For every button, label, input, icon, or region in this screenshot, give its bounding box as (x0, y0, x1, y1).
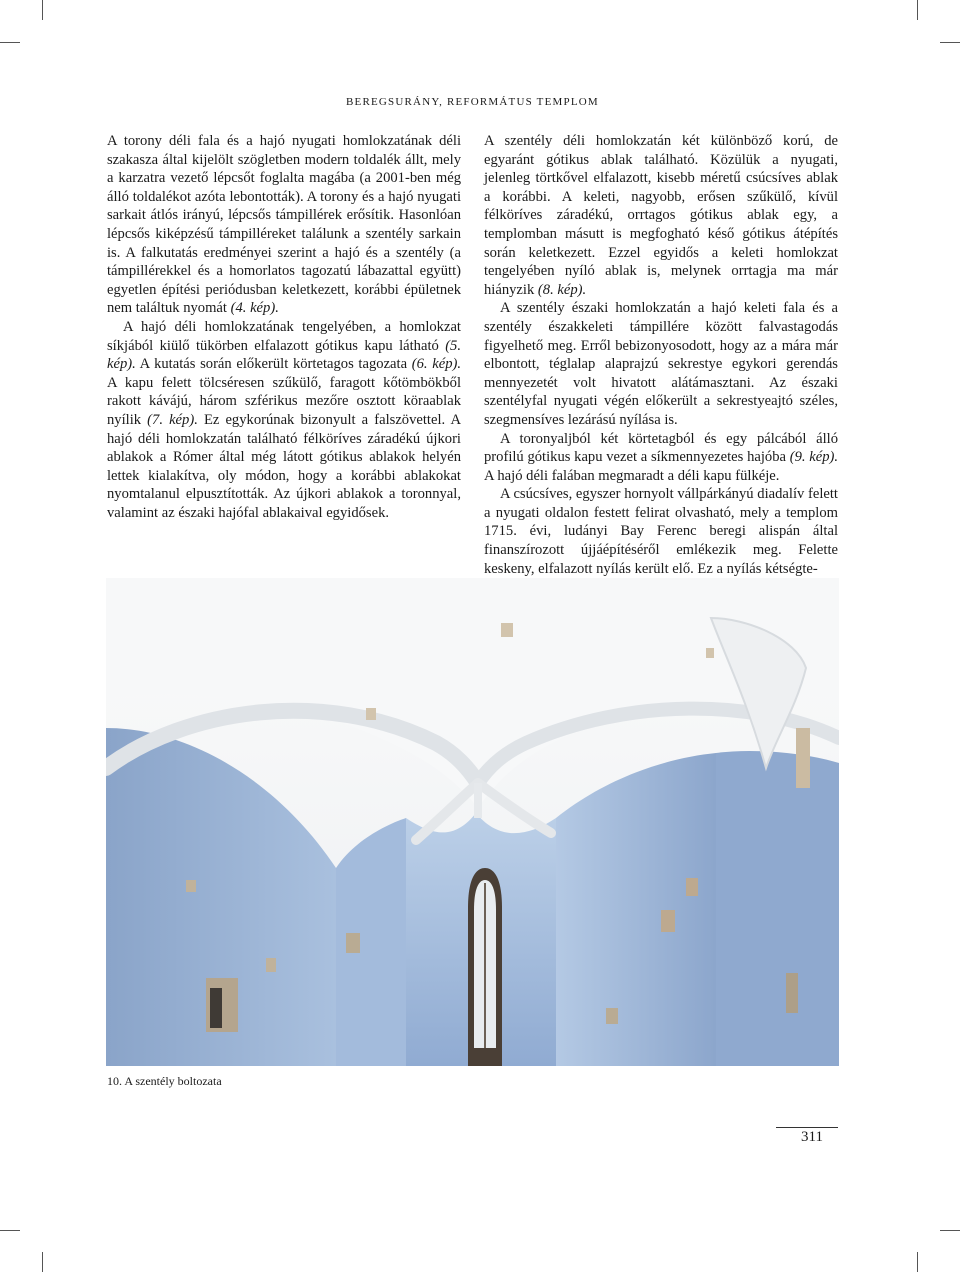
figure-caption: 10. A szentély boltozata (107, 1074, 222, 1088)
paragraph (484, 485, 838, 578)
crop-mark (42, 0, 43, 20)
crop-mark (940, 1230, 960, 1231)
vault-photo (106, 578, 839, 1066)
paragraph (484, 430, 838, 486)
page-number-rule (776, 1127, 838, 1128)
text-run: A szentély északi homlokzatán a hajó keleti fala és a szentély északkeleti támpillére között falvastagodás figyelhető meg. Erről bebizonyosodott, hogy az a mára már elbontott, téglalap alaprajzú sekrestye egykori gerendás mennyezetét volt hivatott alátámasztani. Az északi szentélyfal nyugati végén előkerült a sekrestyeajtó széles, szegmensíves lezárású nyílása is. (484, 300, 838, 428)
text-run: A szentély déli homlokzatán két különböző korú, de egyaránt gótikus ablak található. Közülük a nyugati, jelenleg törtkővel elfalazott, kisebb méretű csúcsíves ablak a korábbi. A keleti, nagyobb, erősen szűkülő, kívül félköríves záradékú, orrtagos gótikus ablak egy, a templomban másutt is megfogható késő gótikus átépítés során keletkezett. Ezzel egyidős a keleti homlokzat tengelyében nyíló ablak is, melynek orrtagja ma már hiányzik (484, 133, 838, 298)
right-column (484, 132, 838, 578)
crop-mark (917, 1252, 918, 1272)
crop-mark (940, 42, 960, 43)
vault-illustration (106, 578, 839, 1066)
crop-mark (0, 1230, 20, 1231)
figure-reference: (4. kép). (230, 300, 279, 317)
text-run: A toronyaljból két körtetagból és egy pálcából álló profilú gótikus kapu vezet a síkmennyezetes hajóba (484, 430, 838, 466)
text-run: Ez egykorúnak bizonyult a falszövettel. A hajó déli homlokzatán található félköríves záradékú újkori ablakok a Rómer által még látott gótikus ablakok helyén lettek kialakítva, oly módon, hogy a korábbi ablakokat nyomtalanul elpusztították. Az újkori ablakok a toronnyal, valamint az északi hajófal ablakaival egyidősek. (107, 411, 462, 521)
paragraph (107, 318, 461, 523)
paragraph (484, 132, 838, 299)
text-run: A kutatás során előkerült körtetagos tagozata (135, 356, 412, 373)
figure-reference: (7. kép). (147, 411, 198, 428)
running-head: BEREGSURÁNY, REFORMÁTUS TEMPLOM (346, 96, 599, 108)
crop-mark (42, 1252, 43, 1272)
paragraph (484, 299, 838, 429)
text-run: A hajó déli homlokzatának tengelyében, a homlokzat síkjából kiülő tükörben elfalazott gótikus kapu látható (107, 318, 461, 354)
page-number: 311 (801, 1129, 823, 1145)
crop-mark (917, 0, 918, 20)
left-column (107, 132, 461, 522)
text-run: A kapu felett tölcséresen szűkülő, faragott kőtömbökből rakott kávájú, három szférikus mezőre osztott köraablak nyílik (107, 374, 461, 428)
text-run: A torony déli fala és a hajó nyugati homlokzatának déli szakasza által kijelölt szögletben modern toldalék állt, mely a karzatra vezető lépcsőt foglalta magába (a 2001-ben még álló toldalékot azóta lebontották). A torony és a hajó nyugati sarkait átlós irányú, lépcsős támpillérek erősítik. Hasonlóan lépcsős kiképzésű támpilléreket találunk a szentély sarkain is. A falkutatás eredményei szerint a hajó és a szentély (a támpillérekkel és a homorlatos tagozatú lábazattal együtt) egyetlen építési periódusban keletkezett, korábbi épületnek nem találtuk nyomát (107, 133, 461, 317)
figure-reference: (6. kép). (411, 356, 462, 373)
figure-reference: (9. kép). (789, 449, 838, 466)
paragraph (107, 132, 461, 318)
crop-mark (0, 42, 20, 43)
text-run: A hajó déli falában megmaradt a déli kapu fülkéje. (484, 467, 780, 484)
figure-reference: (5. kép). (107, 337, 461, 373)
figure-reference: (8. kép). (537, 281, 587, 298)
text-run: A csúcsíves, egyszer hornyolt vállpárkányú diadalív felett a nyugati oldalon festett felirat olvasható, mely a templom 1715. évi, ludányi Bay Ferenc beregi alispán által finanszírozott újjáépítéséről emlékezik meg. Felette keskeny, elfalazott nyílás került elő. Ez a nyílás kétségte- (484, 486, 838, 577)
